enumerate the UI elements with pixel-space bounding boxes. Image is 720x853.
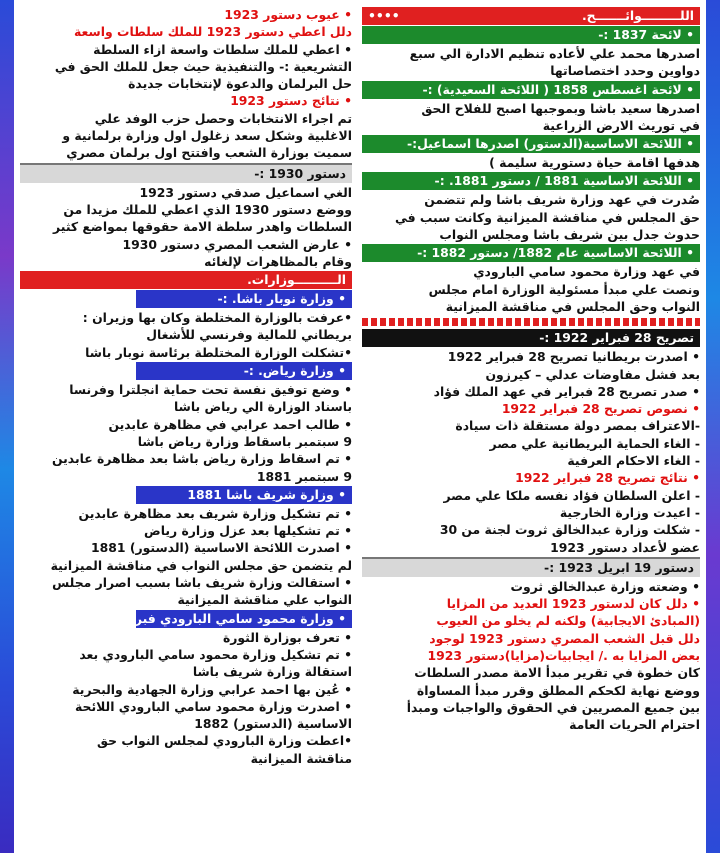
constitution-1923-text: [362, 578, 700, 595]
text-line: وقام بالمظاهرات لإلغائه: [204, 253, 352, 269]
text-line: • اصدرت وزارة محمود سامي البارودي اللائحة: [75, 698, 352, 714]
text-line: • استقالت وزارة شريف باشا بسبب اصرار مجلس: [52, 575, 352, 591]
right-column: [362, 6, 700, 734]
text-line: - شكلت وزارة عبدالخالق ثروت لجنة من 30: [439, 522, 700, 538]
text-line: دواوين وحدد اختصاصاتها: [550, 63, 700, 79]
text-line: النواب علي مناقشة الميزانية: [177, 592, 352, 608]
basic-regulation-ismail-text: [362, 154, 700, 171]
text-line: دلل قبل الشعب المصري دستور 1923 لوجود: [429, 630, 700, 646]
nubar-ministry-heading: • وزارة نوبار باشا. :-: [20, 290, 352, 308]
basic-regulation-ismail-heading: • اللائحة الاساسية(الدستور) اصدرها اسماعيل:-: [362, 135, 700, 153]
regulations-header: اللـــــــــوائـــــــح. ••••: [362, 7, 700, 25]
sharif-ministry-heading: • وزارة شريف باشا 1881: [20, 486, 352, 504]
text-line: اصدرها سعيد باشا وبموجبها اصبح للفلاح الحق: [421, 100, 700, 116]
text-line: - الغاء الحماية البريطانية علي مصر: [489, 435, 700, 451]
text-line: • تم اسقاط وزارة رياض باشا بعد مظاهرة عابدين: [52, 451, 352, 467]
regulation-1858-text: [362, 100, 700, 135]
text-line: • اصدرت اللائحة الاساسية (الدستور) 1881: [91, 540, 352, 556]
declaration-results-list: [362, 487, 700, 556]
text-line: - الغاء الاحكام العرفية: [567, 453, 700, 469]
text-line: - اعلن السلطان فؤاد نفسه ملكا علي مصر: [443, 487, 700, 503]
text-line: •اعطت وزارة البارودي لمجلس النواب حق: [96, 733, 352, 749]
defects-1923-text: [20, 41, 352, 93]
right-border: [706, 0, 720, 853]
text-line: • وضع توفيق نفسة تحت حماية انجلترا وفرنسا: [69, 382, 352, 398]
left-border: [0, 0, 14, 853]
text-line: في توريث الارض الزراعية: [542, 117, 700, 133]
basic-regulation-1882-heading: • اللائحة الاساسية عام 1882/ دستور 1882 :-: [362, 244, 700, 262]
text-line: ووضع دستور 1930 الذي اعطي للملك مزيدا من: [63, 201, 352, 217]
text-line: التشريعية :- والتنفيذية حيث جعل للملك الحق في: [54, 58, 352, 74]
defects-1923-title: • عيوب دستور 1923: [224, 7, 352, 22]
constitution-1923-evidence: [362, 595, 700, 664]
text-line: (المبادئ الايجابية) ولكنه لم يخلو من العيوب: [436, 613, 700, 629]
text-line: • تعرف بوزارة الثورة: [222, 629, 352, 645]
text-line: • صدر تصريح 28 فبراير في عهد الملك فؤاد: [433, 383, 700, 399]
text-line: • وضعته وزارة عبدالخالق ثروت: [510, 578, 700, 594]
text-line: الغي اسماعيل صدقي دستور 1923: [139, 184, 352, 200]
text-line: مناقشة الميزانية: [250, 750, 352, 766]
text-line: استقالة وزارة شريف باشا: [192, 664, 352, 680]
text-line: تم اجراء الانتخابات وحصل حزب الوفد علي: [94, 110, 352, 126]
text-line: باسناد الوزارة الي رياض باشا: [174, 399, 352, 415]
declaration-1922-heading: تصريح 28 فبراير 1922 :-: [362, 329, 700, 347]
text-line: • دلل كان لدستور 1923 العديد من المزايا: [446, 596, 700, 612]
text-line: 9 سبتمبر 1881: [256, 468, 352, 484]
text-line: في عهد وزارة محمود سامي البارودي: [473, 264, 700, 280]
nubar-ministry-text: [20, 309, 352, 361]
text-line: • طالب احمد عرابي في مظاهرة عابدين: [108, 416, 352, 432]
defects-1923-subtitle: دلل اعطي دستور 1923 للملك سلطات واسعة: [74, 24, 352, 40]
text-line: 9 سبتمبر باسقاط وزارة رياض باشا: [137, 433, 352, 449]
text-line: حل البرلمان والدعوة لإنتخابات جديدة: [128, 76, 352, 92]
text-line: - اعيدت وزارة الخارجية: [559, 504, 700, 520]
text-line: السلطات واهدر سلطة الامة حقوقها بمواضع كثير: [53, 219, 352, 235]
text-line: هدفها اقامة حياة دستورية سليمة ): [489, 155, 700, 171]
riyad-ministry-text: [20, 381, 352, 485]
text-line: عضو لأعداد دستور 1923: [550, 539, 700, 555]
basic-regulation-1881-heading: • اللائحة الاساسية 1881 / دستور 1881. :-: [362, 172, 700, 190]
text-line: ووضع نهاية لكحكم المطلق وقرر مبدأ المساواة: [416, 682, 700, 698]
text-line: • اعطي للملك سلطات واسعة ازاء السلطة: [93, 41, 352, 57]
declaration-1922-text: [362, 348, 700, 400]
basic-regulation-1882-text: [362, 263, 700, 315]
left-column: [20, 6, 352, 767]
text-line: صُدرت في عهد وزارة شريف باشا ولم تتضمن: [424, 192, 700, 208]
text-line: •تشكلت الوزارة المختلطة برئاسة نوبار باشا: [85, 344, 352, 360]
text-line: اصدرها محمد علي لأعاده تنظيم الادارة الي سبع: [409, 46, 700, 61]
text-line: النواب وحق المجلس في مناقشة الميزانية: [445, 298, 700, 314]
constitution-1930-heading: دستور 1930 :-: [20, 163, 352, 183]
text-line: • تم تشكيل وزارة محمود سامي البارودي بعد: [79, 646, 352, 662]
text-line: سميت بوزارة الشعب وافتتح اول برلمان مصري: [66, 145, 352, 161]
text-line: • تم تشكيلها بعد عزل وزارة رياض: [144, 523, 352, 539]
text-line: -الاعتراف بمصر دولة مستقلة ذات سيادة: [455, 418, 700, 434]
declaration-results-title: • نتائج تصريح 28 فبراير 1922: [515, 470, 700, 486]
section-divider: [362, 318, 700, 326]
regulation-1837-text: [362, 45, 700, 80]
text-line: بعد فشل مفاوضات عدلي – كيرزون: [485, 366, 700, 382]
ministries-header: الــــــــــوزارات.: [20, 271, 352, 289]
sharif-ministry-text: [20, 505, 352, 609]
constitution-1930-text: [20, 184, 352, 270]
barudi-ministry-heading: • وزارة محمود سامي البارودي فبراير 1882:-: [20, 610, 352, 628]
text-line: بين جميع المصريين في الحقوق والواجبات ومبدأ: [406, 699, 700, 715]
riyad-ministry-heading: • وزارة رياض. :-: [20, 362, 352, 380]
regulation-1858-heading: • لائحة اغسطس 1858 ( اللائحة السعيدية) :-: [362, 81, 700, 99]
text-line: احترام الحريات العامة: [569, 717, 700, 733]
text-line: • عُين بها احمد عرابي وزارة الجهادية والبحرية: [72, 681, 352, 697]
text-line: •عرفت بالوزارة المختلطة وكان بها وزيران :: [82, 310, 352, 326]
text-line: الاغلبية وشكل سعد زغلول اول وزارة برلمانية و: [62, 128, 352, 144]
regulation-1837-heading: • لائحة 1837 :-: [362, 26, 700, 44]
text-line: الاساسية (الدستور) 1882: [194, 716, 352, 732]
text-line: ونصت علي مبدأ مسئولية الوزارة امام مجلس: [428, 281, 700, 297]
barudi-ministry-text: [20, 629, 352, 767]
text-line: • عارض الشعب المصري دستور 1930: [122, 236, 352, 252]
text-line: بعض المزايا به ./ ايجابيات(مزايا)دستور 1923: [427, 648, 700, 664]
constitution-1923-heading: دستور 19 ابريل 1923 :-: [362, 557, 700, 577]
text-line: • تم تشكيل وزارة شريف بعد مظاهرة عابدين: [78, 505, 352, 521]
text-line: بريطاني للمالية وفرنسي للأشغال: [146, 327, 352, 343]
text-line: حدوث جدل بين شريف باشا ومجلس النواب: [439, 227, 700, 243]
declaration-texts-list: [362, 417, 700, 469]
results-1923-title: • نتائج دستور 1923: [230, 93, 352, 109]
text-line: حق المجلس في مناقشة الميزانية وكانت سبب في: [394, 209, 700, 225]
text-line: • اصدرت بريطانيا تصريح 28 فبراير 1922: [447, 349, 700, 365]
text-line: كان خطوة في تقرير مبدأ الامة مصدر السلطات: [414, 665, 700, 681]
results-1923-text: [20, 110, 352, 162]
text-line: لم يتضمن حق مجلس النواب في مناقشة الميزانية: [50, 557, 352, 573]
declaration-texts-title: • نصوص تصريح 28 فبراير 1922: [501, 401, 700, 417]
constitution-1923-advantages: [362, 664, 700, 733]
basic-regulation-1881-text: [362, 191, 700, 243]
